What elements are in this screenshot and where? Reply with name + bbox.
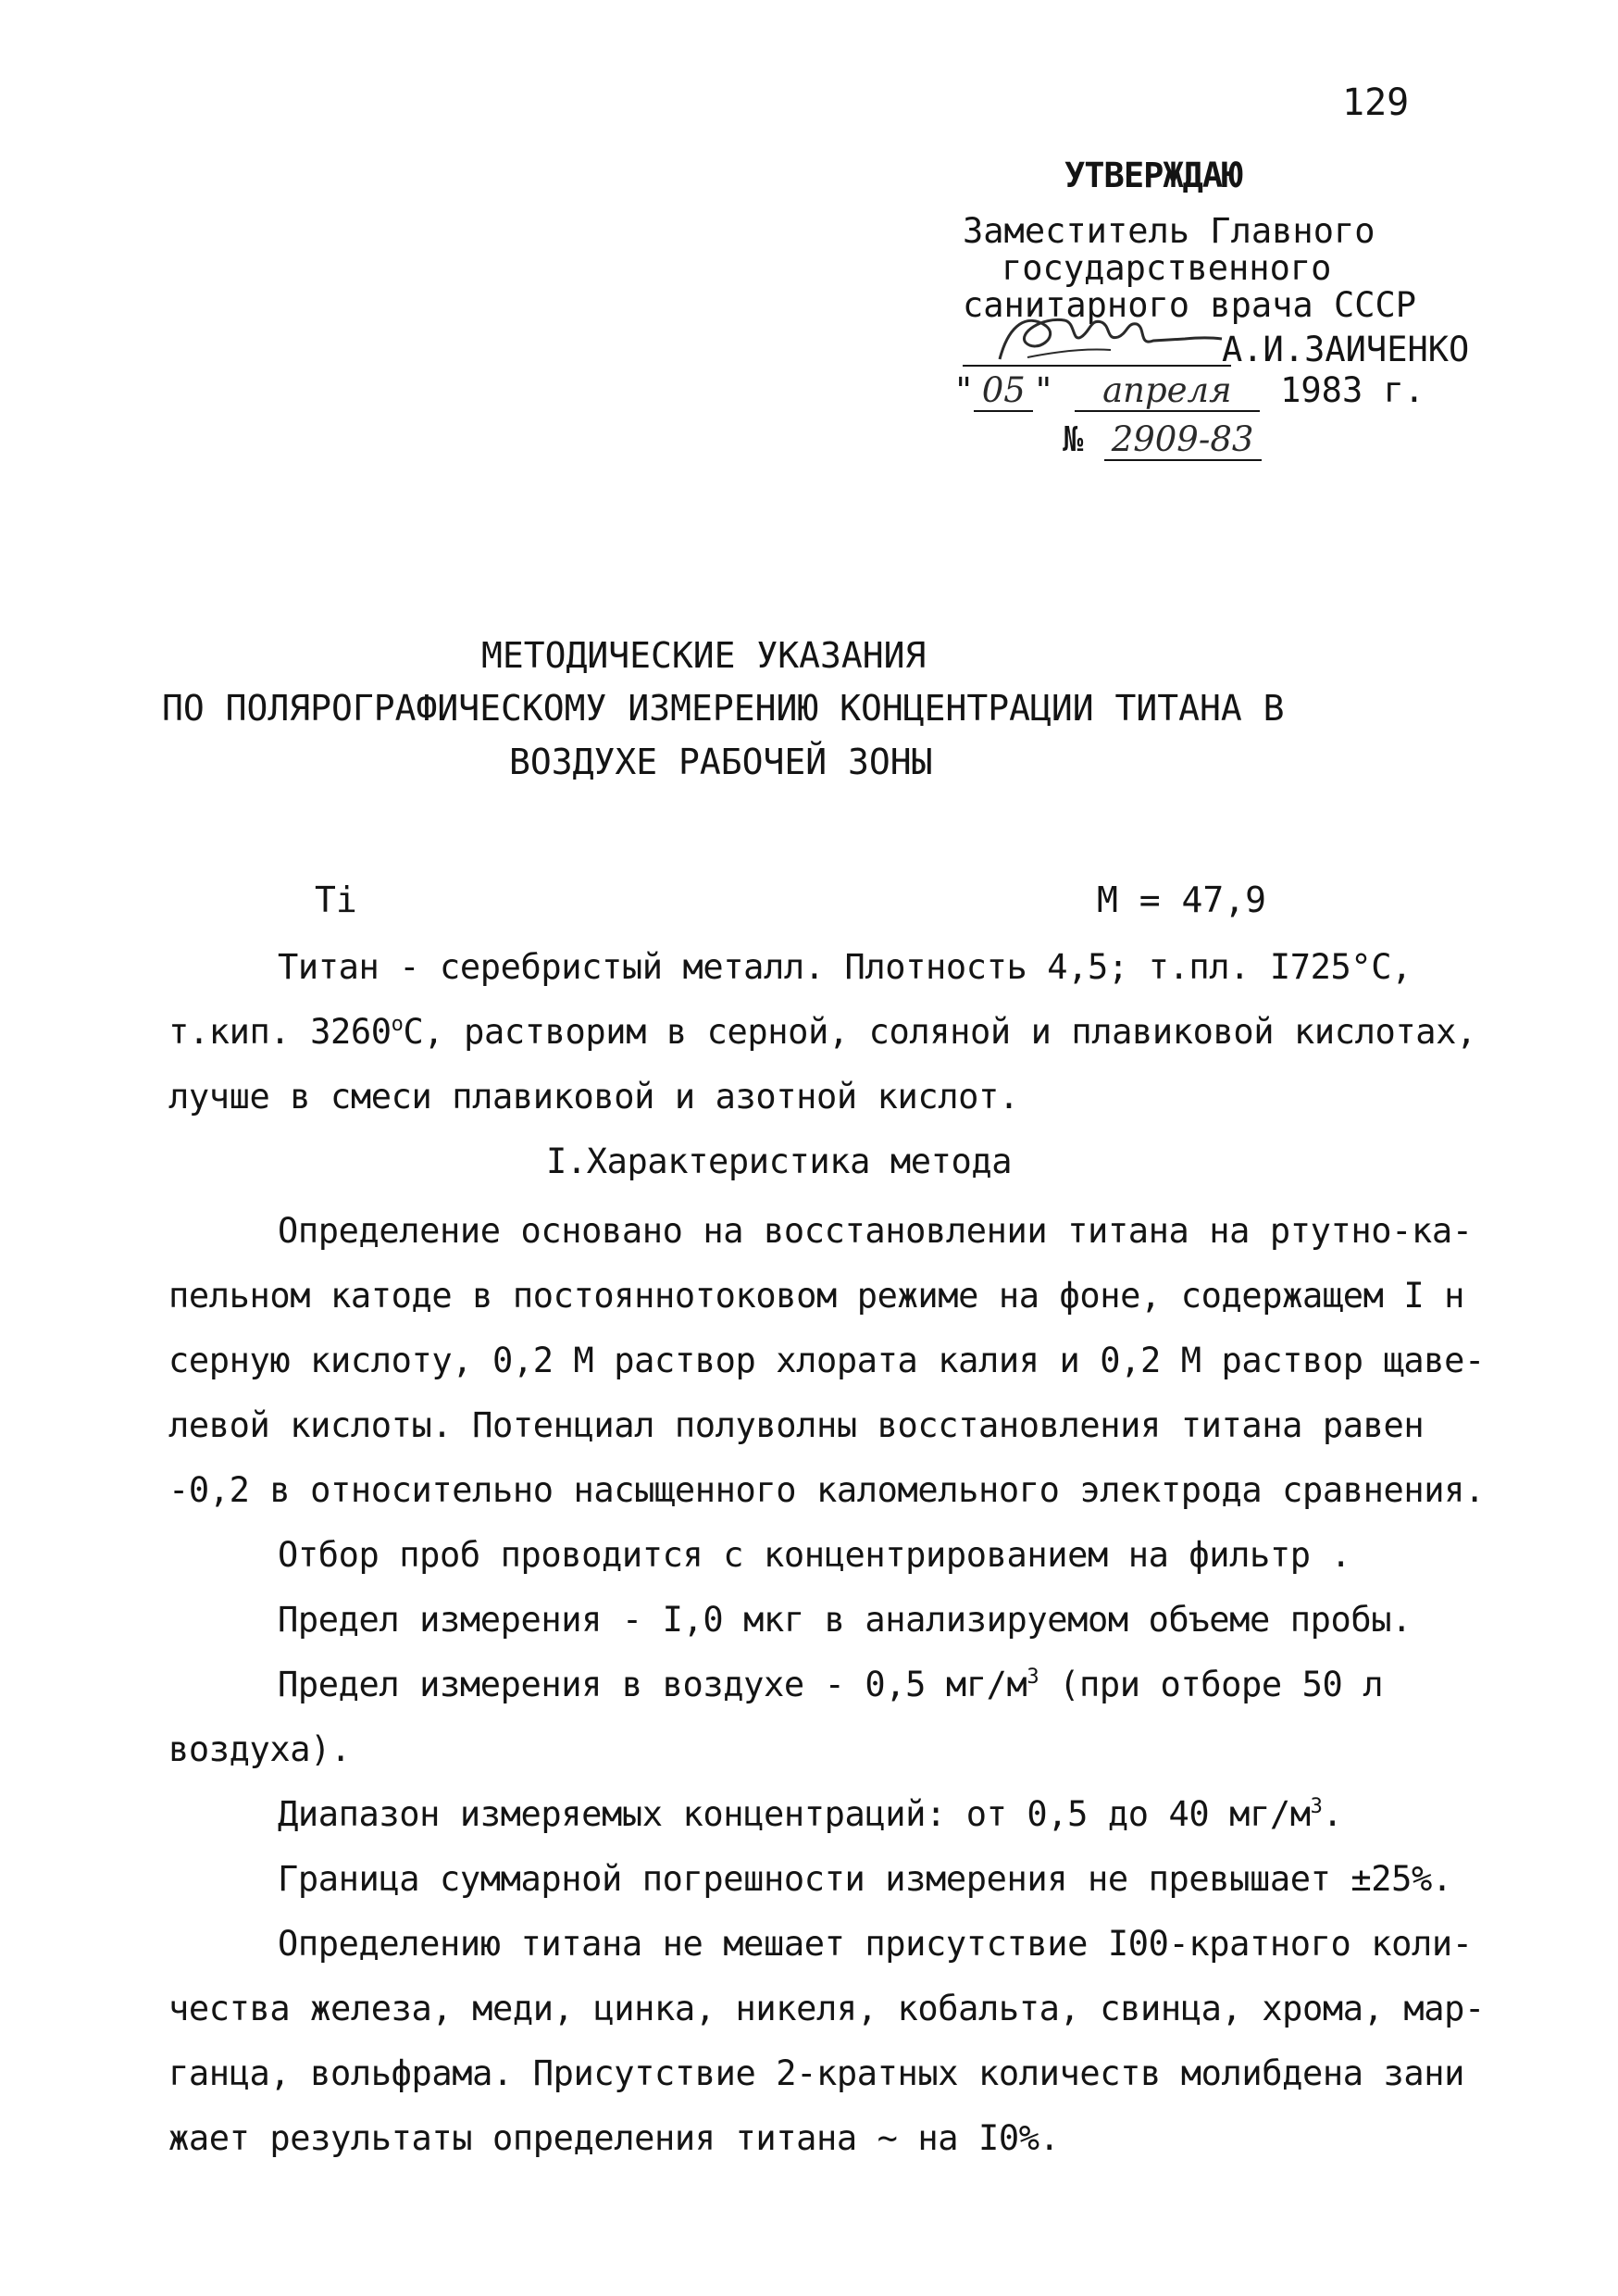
approval-line-1: Заместитель Главного (963, 211, 1375, 251)
section-line: воздуха). (168, 1729, 351, 1769)
signature-line (963, 365, 1231, 367)
section-line: Предел измерения в воздухе - 0,5 $мг/м^3$ (при отборе 50 л (278, 1665, 1384, 1704)
section-line: Предел измерения - I,0 мкг в анализируемом объеме пробы. (278, 1600, 1413, 1640)
date-year: 1983 г. (1280, 370, 1425, 410)
approval-line-2: государственного (1002, 248, 1332, 288)
chemical-symbol: Ti (315, 880, 357, 920)
intro-line-3: лучше в смеси плавиковой и азотной кислот. (168, 1077, 1019, 1117)
molar-mass: М = 47,9 (1097, 880, 1267, 920)
section-line: жает результаты определения титана ~ на I0%. (168, 2118, 1060, 2158)
section-line: левой кислоты. Потенциал полуволны восстановления титана равен (168, 1405, 1425, 1445)
section-line: -0,2 в относительно насыщенного каломельного электрода сравнения. (168, 1470, 1485, 1510)
section-line: Отбор проб проводится с концентрированием на фильтр . (278, 1535, 1351, 1575)
number-value: 2909-83 (1104, 419, 1262, 461)
approval-line-3: санитарного врача СССР (963, 285, 1417, 325)
title-line-3: ВОЗДУХЕ РАБОЧЕЙ ЗОНЫ (509, 742, 933, 782)
section-heading: I.Характеристика метода (546, 1142, 1013, 1181)
approval-number (1063, 419, 1262, 461)
title-line-1: МЕТОДИЧЕСКИЕ УКАЗАНИЯ (481, 635, 927, 676)
date-month: апреля (1075, 370, 1260, 412)
signature-row (953, 324, 1527, 368)
section-line: серную кислоту, 0,2 М раствор хлората калия и 0,2 М раствор щаве- (168, 1341, 1485, 1380)
section-line: чества железа, меди, цинка, никеля, кобальта, свинца, хрома, мар- (168, 1989, 1485, 2028)
section-line: Граница суммарной погрешности измерения не превышает ±25%. (278, 1859, 1452, 1899)
section-line: Определению титана не мешает присутствие I00-кратного коли- (278, 1924, 1473, 1964)
number-prefix: № (1063, 419, 1084, 459)
title-line-2: ПО ПОЛЯРОГРАФИЧЕСКОМУ ИЗМЕРЕНИЮ КОНЦЕНТРАЦИИ ТИТАНА В (162, 688, 1285, 729)
section-line: пельном катоде в постояннотоковом режиме на фоне, содержащем I н (168, 1276, 1465, 1316)
section-line: Определение основано на восстановлении титана на ртутно-ка- (278, 1211, 1473, 1251)
section-line: Диапазон измеряемых концентраций: от 0,5 до 40 $мг/м^3$. (278, 1794, 1343, 1834)
date-day: 05 (974, 370, 1033, 412)
handwritten-signature-icon (972, 306, 1240, 370)
official-name: А.И.ЗАИЧЕНКО (1222, 330, 1470, 369)
page-number: 129 (1342, 81, 1410, 124)
section-line: ганца, вольфрама. Присутствие 2-кратных количеств молибдена зани (168, 2053, 1465, 2093)
approval-date: " 05 " апреля 1983 г. (953, 370, 1425, 410)
intro-line-1: Титан - серебристый металл. Плотность 4,5; т.пл. I725°С, (278, 947, 1413, 987)
intro-line-2: т.кип. $3260^оС$, растворим в серной, соляной и плавиковой кислотах, (168, 1012, 1476, 1052)
approval-title: УТВЕРЖДАЮ (1064, 156, 1242, 195)
